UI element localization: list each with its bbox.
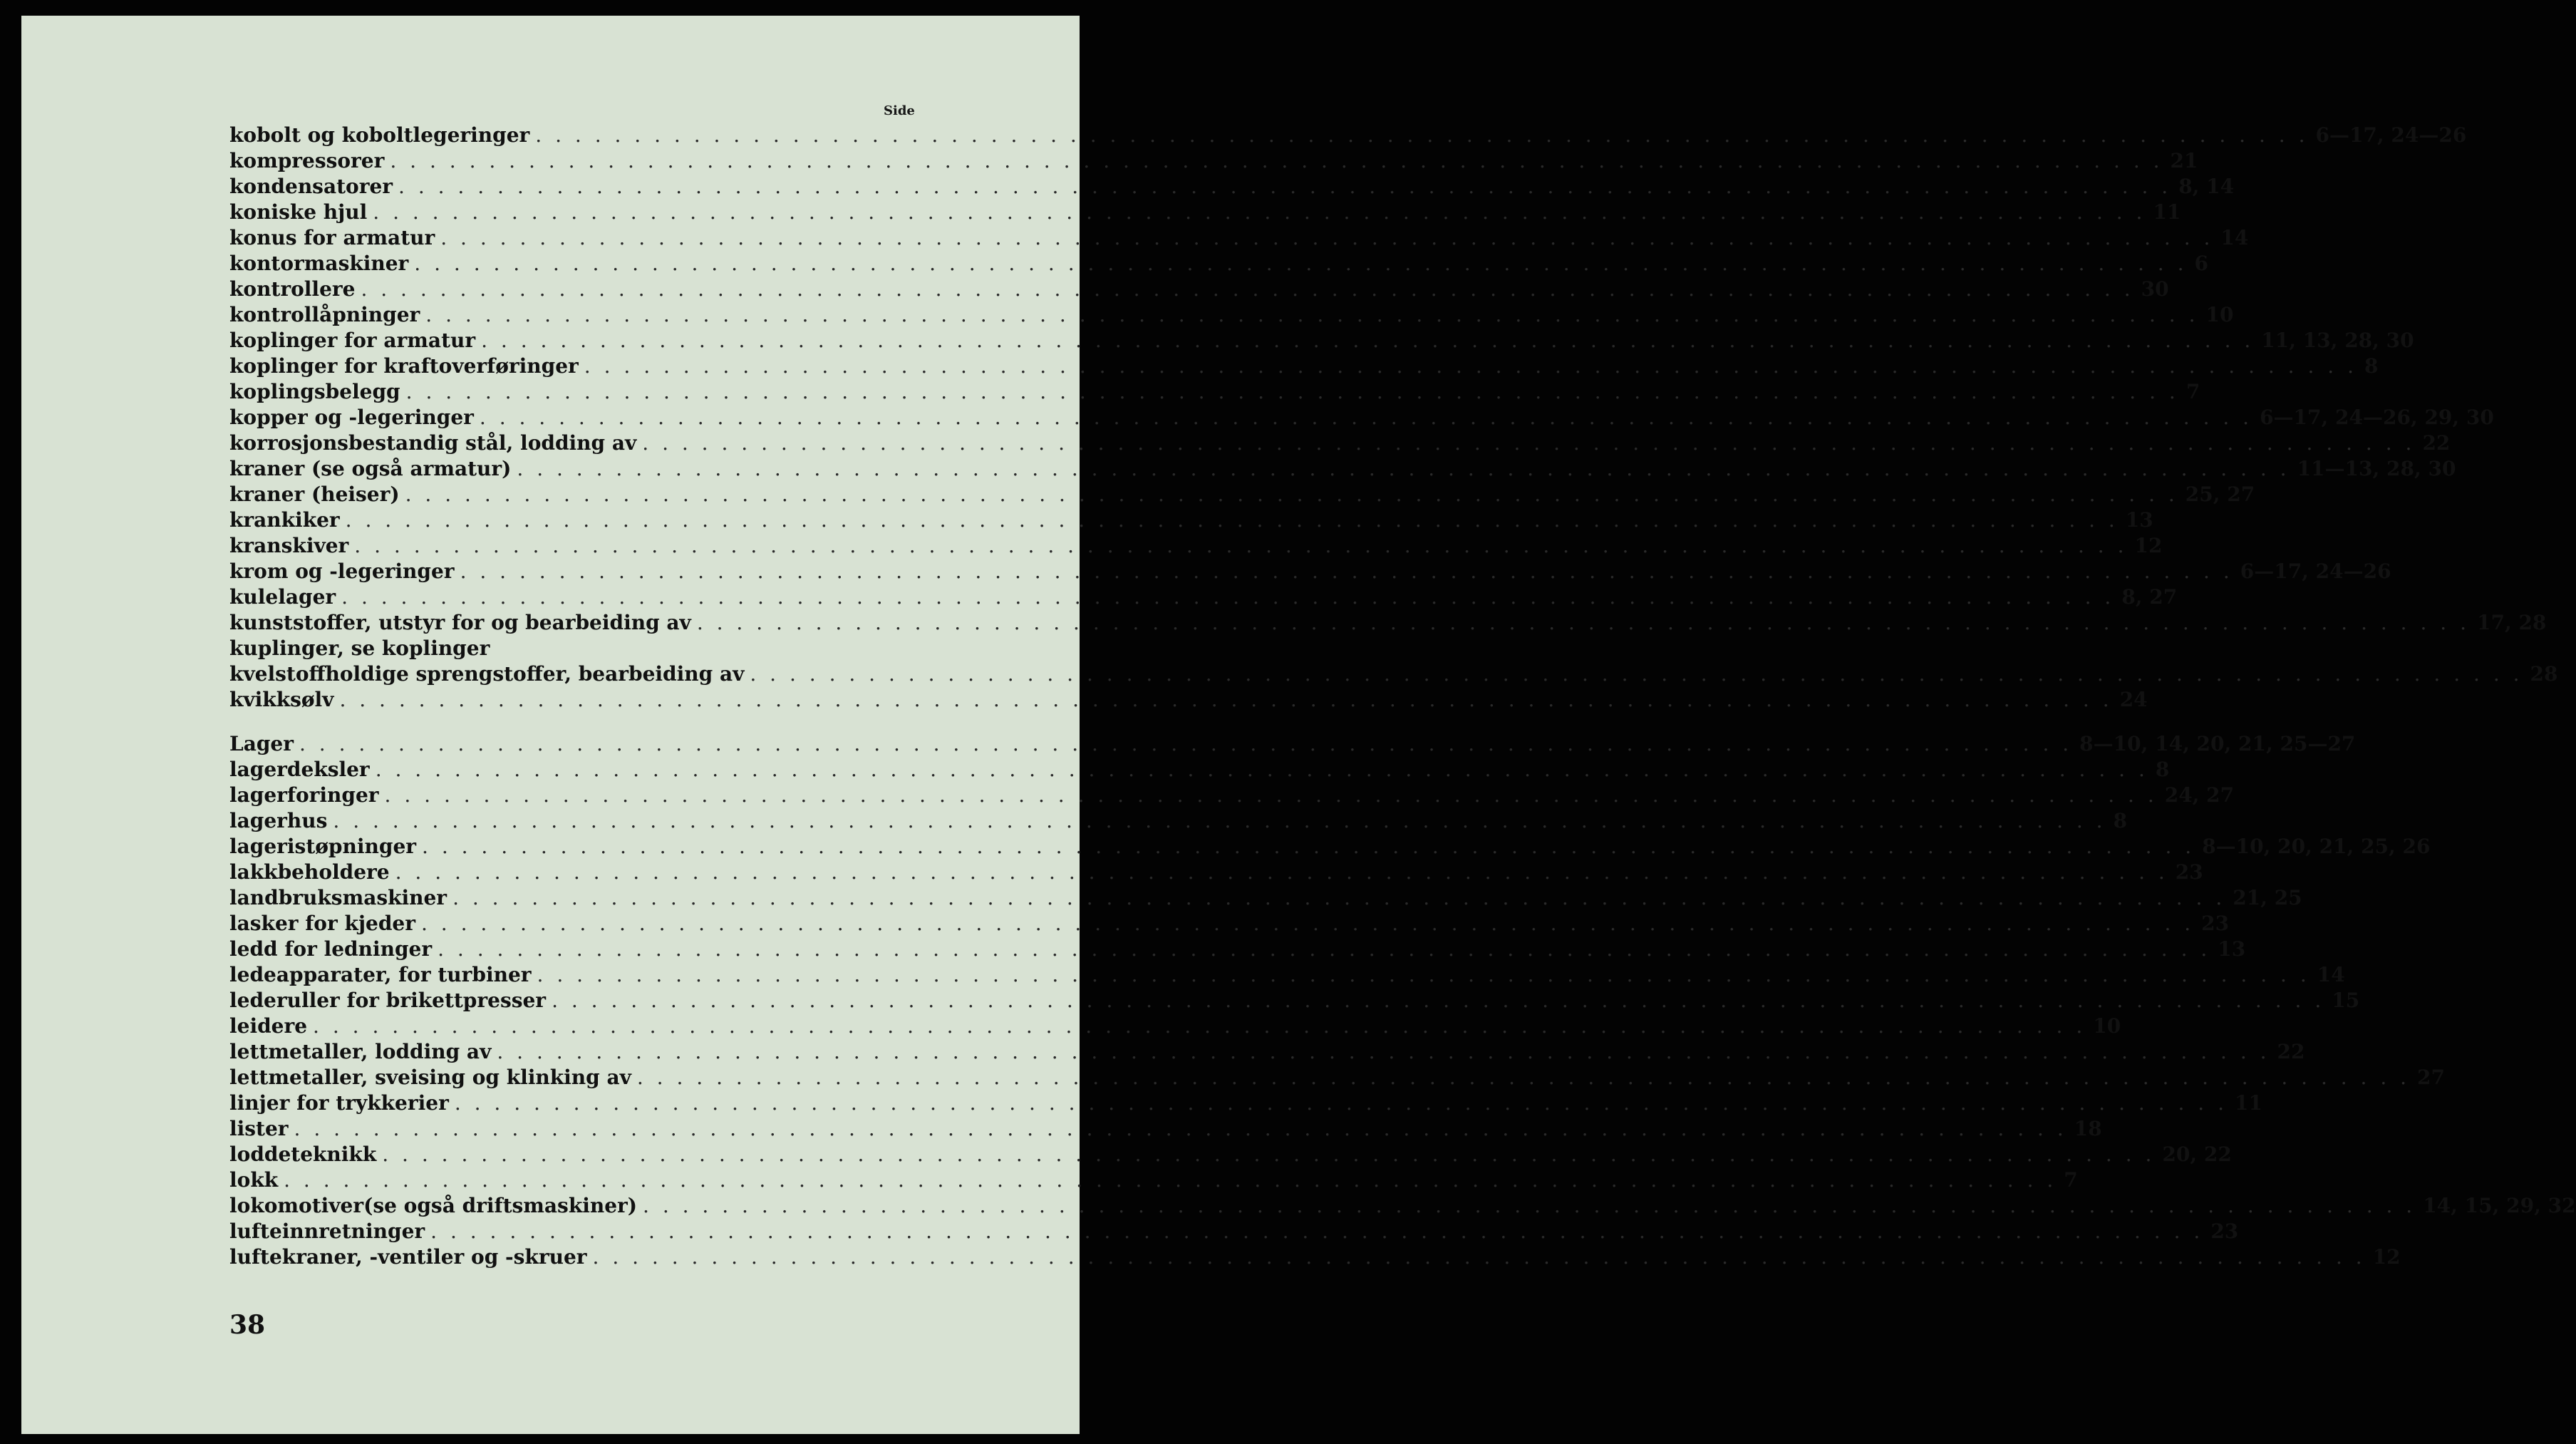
dot-leader: . . . . . . . . . . . . . . . . . . . . . . . . . . . . . . . . . . . . . . . . . . . . . . . . . . . . . . . . . . . . . . . . . . . . . . . . . . . . . . . . . . . . . . . . . . [452, 886, 2226, 909]
entry-pages: 7 [2186, 380, 2200, 403]
index-entry [229, 885, 2302, 911]
index-entry [229, 1116, 2102, 1142]
entry-pages: 12 [2372, 1245, 2401, 1269]
index-entry [229, 405, 2494, 430]
entry-term: lakkbeholdere [229, 860, 390, 884]
dot-leader: . . . . . . . . . . . . . . . . . . . . . . . . . . . . . . . . . . . . . . . . . . . . . . . . . . . . . . . . . . . . . . . . . . . . . . . . . . . . . . . . . . . . . . . . . . [535, 123, 2309, 147]
column-header: Side [884, 103, 915, 118]
dot-leader: . . . . . . . . . . . . . . . . . . . . . . . . . . . . . . . . . . . . . . . . . . . . . . . . . . . . . . . . . . . . . . . . . . . . . . . . . . . . . . . . . . . . . . . . . . [354, 534, 2128, 557]
entry-term: lagerdeksler [229, 758, 370, 781]
dot-leader: . . . . . . . . . . . . . . . . . . . . . . . . . . . . . . . . . . . . . . . . . . . . . . . . . . . . . . . . . . . . . . . . . . . . . . . . . . . . . . . . . . . . . . . . . . [405, 483, 2178, 506]
index-list [229, 123, 2576, 1270]
entry-pages: 23 [2175, 860, 2203, 884]
entry-term: kondensatorer [229, 175, 393, 198]
index-entry [229, 687, 2148, 713]
entry-pages: 25, 27 [2185, 483, 2255, 506]
dot-leader: . . . . . . . . . . . . . . . . . . . . . . . . . . . . . . . . . . . . . . . . . . . . . . . . . . . . . . . . . . . . . . . . . . . . . . . . . . . . . . . . . . . . . . . . . . [425, 303, 2199, 326]
dot-leader: . . . . . . . . . . . . . . . . . . . . . . . . . . . . . . . . . . . . . . . . . . . . . . . . . . . . . . . . . . . . . . . . . . . . . . . . . . . . . . . . . . . . . . . . . . [592, 1245, 2366, 1269]
dot-leader: . . . . . . . . . . . . . . . . . . . . . . . . . . . . . . . . . . . . . . . . . . . . . . . . . . . . . . . . . . . . . . . . . . . . . . . . . . . . . . . . . . . . . . . . . . [497, 1040, 2270, 1063]
entry-term: ledeapparater, for turbiner [229, 963, 532, 986]
entry-term: koplinger for armatur [229, 329, 476, 352]
entry-pages: 27 [2417, 1066, 2446, 1089]
index-entry [229, 661, 2558, 687]
entry-pages: 21, 25 [2233, 886, 2302, 909]
entry-term: lettmetaller, sveising og klinking av [229, 1066, 631, 1089]
entry-term: kraner (heiser) [229, 483, 400, 506]
entry-pages: 8—10, 14, 20, 21, 25—27 [2079, 732, 2356, 755]
index-entry [229, 200, 2181, 225]
dot-leader: . . . . . . . . . . . . . . . . . . . . . . . . . . . . . . . . . . . . . . . . . . . . . . . . . . . . . . . . . . . . . . . . . . . . . . . . . . . . . . . . . . . . . . . . . . [395, 860, 2168, 884]
index-entry [229, 251, 2208, 277]
entry-pages: 11 [2153, 200, 2181, 224]
entry-pages: 18 [2074, 1117, 2102, 1140]
entry-pages: 8 [2113, 809, 2128, 832]
entry-pages: 8 [2364, 354, 2379, 378]
index-entry [229, 988, 2360, 1014]
index-entry [229, 559, 2391, 584]
entry-pages: 7 [2064, 1168, 2078, 1192]
entry-term: lederuller for brikettpresser [229, 989, 547, 1012]
dot-leader: . . . . . . . . . . . . . . . . . . . . . . . . . . . . . . . . . . . . . . . . . . . . . . . . . . . . . . . . . . . . . . . . . . . . . . . . . . . . . . . . . . . . . . . . . . [345, 508, 2119, 532]
dot-leader: . . . . . . . . . . . . . . . . . . . . . . . . . . . . . . . . . . . . . . . . . . . . . . . . . . . . . . . . . . . . . . . . . . . . . . . . . . . . . . . . . . . . . . . . . . [339, 688, 2113, 711]
entry-pages: 8, 27 [2121, 585, 2178, 609]
entry-pages: 6—17, 24—26 [2240, 559, 2391, 583]
entry-pages: 8, 14 [2178, 175, 2235, 198]
dot-leader: . . . . . . . . . . . . . . . . . . . . . . . . . . . . . . . . . . . . . . . . . . . . . . . . . . . . . . . . . . . . . . . . . . . . . . . . . . . . . . . . . . . . . . . . . . [552, 989, 2325, 1012]
dot-leader: . . . . . . . . . . . . . . . . . . . . . . . . . . . . . . . . . . . . . . . . . . . . . . . . . . . . . . . . . . . . . . . . . . . . . . . . . . . . . . . . . . . . . . . . . . [481, 329, 2255, 352]
entry-term: koniske hjul [229, 200, 368, 224]
index-entry [229, 379, 2200, 405]
entry-pages: 6—17, 24—26 [2315, 123, 2467, 147]
index-entry [229, 123, 2467, 148]
index-entry [229, 148, 2198, 174]
entry-pages: 13 [2125, 508, 2153, 532]
entry-term: kranskiver [229, 534, 349, 557]
entry-term: lasker for kjeder [229, 912, 415, 935]
dot-leader: . . . . . . . . . . . . . . . . . . . . . . . . . . . . . . . . . . . . . . . . . . . . . . . . . . . . . . . . . . . . . . . . . . . . . . . . . . . . . . . . . . . . . . . . . . [373, 200, 2146, 224]
entry-term: lettmetaller, lodding av [229, 1040, 492, 1063]
entry-term: koplingsbelegg [229, 380, 400, 403]
dot-leader: . . . . . . . . . . . . . . . . . . . . . . . . . . . . . . . . . . . . . . . . . . . . . . . . . . . . . . . . . . . . . . . . . . . . . . . . . . . . . . . . . . . . . . . . . . [696, 611, 2470, 634]
entry-term: kontrollåpninger [229, 303, 420, 326]
entry-pages: 24 [2119, 688, 2148, 711]
dot-leader: . . . . . . . . . . . . . . . . . . . . . . . . . . . . . . . . . . . . . . . . . . . . . . . . . . . . . . . . . . . . . . . . . . . . . . . . . . . . . . . . . . . . . . . . . . [584, 354, 2357, 378]
entry-term: kontrollere [229, 277, 356, 301]
index-entry [229, 1065, 2446, 1090]
entry-term: lister [229, 1117, 289, 1140]
dot-leader: . . . . . . . . . . . . . . . . . . . . . . . . . . . . . . . . . . . . . . . . . . . . . . . . . . . . . . . . . . . . . . . . . . . . . . . . . . . . . . . . . . . . . . . . . . [390, 149, 2163, 172]
dot-leader: . . . . . . . . . . . . . . . . . . . . . . . . . . . . . . . . . . . . . . . . . . . . . . . . . . . . . . . . . . . . . . . . . . . . . . . . . . . . . . . . . . . . . . . . . . [454, 1091, 2228, 1115]
entry-pages: 8 [2155, 758, 2170, 781]
dot-leader: . . . . . . . . . . . . . . . . . . . . . . . . . . . . . . . . . . . . . . . . . . . . . . . . . . . . . . . . . . . . . . . . . . . . . . . . . . . . . . . . . . . . . . . . . . [361, 277, 2134, 301]
index-entry [229, 636, 914, 661]
dot-leader: . . . . . . . . . . . . . . . . . . . . . . . . . . . . . . . . . . . . . . . . . . . . . . . . . . . . . . . . . . . . . . . . . . . . . . . . . . . . . . . . . . . . . . . . . . [284, 1168, 2057, 1192]
entry-term: kraner (se også armatur) [229, 457, 512, 480]
entry-pages: 14 [2220, 226, 2249, 249]
dot-leader: . . . . . . . . . . . . . . . . . . . . . . . . . . . . . . . . . . . . . . . . . . . . . . . . . . . . . . . . . . . . . . . . . . . . . . . . . . . . . . . . . . . . . . . . . . [642, 431, 2416, 455]
entry-term: konus for armatur [229, 226, 435, 249]
dot-leader: . . . . . . . . . . . . . . . . . . . . . . . . . . . . . . . . . . . . . . . . . . . . . . . . . . . . . . . . . . . . . . . . . . . . . . . . . . . . . . . . . . . . . . . . . . [294, 1117, 2067, 1140]
entry-term: kompressorer [229, 149, 385, 172]
index-entry [229, 225, 2249, 251]
entry-term: korrosjonsbestandig stål, lodding av [229, 431, 637, 455]
entry-term: lufteinnretninger [229, 1219, 425, 1243]
entry-pages: 20, 22 [2162, 1143, 2232, 1166]
index-entry [229, 808, 2128, 834]
entry-term: kontormaskiner [229, 252, 409, 275]
index-entry [229, 354, 2379, 379]
entry-pages: 17, 28 [2476, 611, 2547, 634]
entry-pages: 14 [2317, 963, 2345, 986]
entry-pages: 14, 15, 29, 32 [2423, 1194, 2576, 1217]
dot-leader: . . . . . . . . . . . . . . . . . . . . . . . . . . . . . . . . . . . . . . . . . . . . . . . . . . . . . . . . . . . . . . . . . . . . . . . . . . . . . . . . . . . . . . . . . . [517, 457, 2290, 480]
index-entry [229, 456, 2456, 482]
entry-pages: 8—10, 20, 21, 25, 26 [2202, 835, 2431, 858]
index-entry [229, 911, 2230, 937]
dot-leader: . . . . . . . . . . . . . . . . . . . . . . . . . . . . . . . . . . . . . . . . . . . . . . . . . . . . . . . . . . . . . . . . . . . . . . . . . . . . . . . . . . . . . . . . . . [382, 1143, 2156, 1166]
entry-term: landbruksmaskiner [229, 886, 448, 909]
entry-pages: 23 [2210, 1219, 2239, 1243]
dot-leader: . . . . . . . . . . . . . . . . . . . . . . . . . . . . . . . . . . . . . . . . . . . . . . . . . . . . . . . . . . . . . . . . . . . . . . . . . . . . . . . . . . . . . . . . . . [313, 1014, 2086, 1038]
index-entry [229, 1039, 2305, 1065]
index-entry [229, 430, 2451, 456]
entry-pages: 12 [2134, 534, 2163, 557]
entry-term: lagerforinger [229, 783, 379, 807]
entry-term: lokomotiver(se også driftsmaskiner) [229, 1194, 638, 1217]
entry-term: kulelager [229, 585, 336, 609]
dot-leader: . . . . . . . . . . . . . . . . . . . . . . . . . . . . . . . . . . . . . . . . . . . . . . . . . . . . . . . . . . . . . . . . . . . . . . . . . . . . . . . . . . . . . . . . . . [384, 783, 2158, 807]
entry-term: lageristøpninger [229, 835, 417, 858]
index-entry [229, 1090, 2262, 1116]
dot-leader: . . . . . . . . . . . . . . . . . . . . . . . . . . . . . . . . . . . . . . . . . . . . . . . . . . . . . . . . . . . . . . . . . . . . . . . . . . . . . . . . . . . . . . . . . . [414, 252, 2188, 275]
index-entry [229, 731, 2356, 757]
index-entry [229, 328, 2414, 354]
dot-leader: . . . . . . . . . . . . . . . . . . . . . . . . . . . . . . . . . . . . . . . . . . . . . . . . . . . . . . . . . . . . . . . . . . . . . . . . . . . . . . . . . . . . . . . . . . [405, 380, 2179, 403]
dot-leader: . . . . . . . . . . . . . . . . . . . . . . . . . . . . . . . . . . . . . . . . . . . . . . . . . . . . . . . . . . . . . . . . . . . . . . . . . . . . . . . . . . . . . . . . . . [643, 1194, 2416, 1217]
index-entry [229, 1219, 2239, 1244]
entry-term: krankiker [229, 508, 340, 532]
entry-pages: 10 [2093, 1014, 2121, 1038]
entry-term: lokk [229, 1168, 279, 1192]
index-entry [229, 783, 2235, 808]
entry-pages: 28 [2530, 662, 2558, 686]
index-entry [229, 1244, 2401, 1270]
entry-pages: 13 [2218, 937, 2246, 961]
entry-pages: 23 [2201, 912, 2230, 935]
entry-pages: 10 [2205, 303, 2234, 326]
index-entry [229, 962, 2345, 988]
entry-term: leidere [229, 1014, 308, 1038]
entry-term: ledd for ledninger [229, 937, 433, 961]
dot-leader: . . . . . . . . . . . . . . . . . . . . . . . . . . . . . . . . . . . . . . . . . . . . . . . . . . . . . . . . . . . . . . . . . . . . . . . . . . . . . . . . . . . . . . . . . . [341, 585, 2115, 609]
entry-pages: 11, 13, 28, 30 [2261, 329, 2414, 352]
dot-leader: . . . . . . . . . . . . . . . . . . . . . . . . . . . . . . . . . . . . . . . . . . . . . . . . . . . . . . . . . . . . . . . . . . . . . . . . . . . . . . . . . . . . . . . . . . [440, 226, 2214, 249]
index-entry [229, 277, 2169, 302]
index-entry [229, 937, 2246, 962]
entry-pages: 22 [2277, 1040, 2305, 1063]
index-entry [229, 533, 2163, 559]
entry-pages: 11 [2235, 1091, 2262, 1115]
entry-pages: 6 [2194, 252, 2208, 275]
section-gap [229, 713, 914, 731]
entry-pages: 6—17, 24—26, 29, 30 [2260, 406, 2494, 429]
index-entry [229, 1142, 2232, 1167]
index-entry [229, 860, 2203, 885]
entry-term: koplinger for kraftoverføringer [229, 354, 579, 378]
dot-leader: . . . . . . . . . . . . . . . . . . . . . . . . . . . . . . . . . . . . . . . . . . . . . . . . . . . . . . . . . . . . . . . . . . . . . . . . . . . . . . . . . . . . . . . . . . [299, 732, 2073, 755]
index-entry [229, 482, 2255, 507]
index-entry [229, 610, 2547, 636]
index-entry [229, 507, 2153, 533]
entry-pages: 11—13, 28, 30 [2297, 457, 2456, 480]
index-entry [229, 1014, 2121, 1039]
entry-term: loddeteknikk [229, 1143, 377, 1166]
dot-leader: . . . . . . . . . . . . . . . . . . . . . . . . . . . . . . . . . . . . . . . . . . . . . . . . . . . . . . . . . . . . . . . . . . . . . . . . . . . . . . . . . . . . . . . . . . [460, 559, 2233, 583]
dot-leader: . . . . . . . . . . . . . . . . . . . . . . . . . . . . . . . . . . . . . . . . . . . . . . . . . . . . . . . . . . . . . . . . . . . . . . . . . . . . . . . . . . . . . . . . . . [750, 662, 2523, 686]
entry-term: kobolt og koboltlegeringer [229, 123, 530, 147]
dot-leader: . . . . . . . . . . . . . . . . . . . . . . . . . . . . . . . . . . . . . . . . . . . . . . . . . . . . . . . . . . . . . . . . . . . . . . . . . . . . . . . . . . . . . . . . . . [422, 835, 2195, 858]
dot-leader: . . . . . . . . . . . . . . . . . . . . . . . . . . . . . . . . . . . . . . . . . . . . . . . . . . . . . . . . . . . . . . . . . . . . . . . . . . . . . . . . . . . . . . . . . . [438, 937, 2211, 961]
entry-pages: 15 [2332, 989, 2360, 1012]
index-entry [229, 834, 2431, 860]
entry-term: kopper og -legeringer [229, 406, 474, 429]
dot-leader: . . . . . . . . . . . . . . . . . . . . . . . . . . . . . . . . . . . . . . . . . . . . . . . . . . . . . . . . . . . . . . . . . . . . . . . . . . . . . . . . . . . . . . . . . . [333, 809, 2106, 832]
entry-term: lagerhus [229, 809, 328, 832]
entry-term: linjer for trykkerier [229, 1091, 449, 1115]
index-entry [229, 174, 2235, 200]
dot-leader: . . . . . . . . . . . . . . . . . . . . . . . . . . . . . . . . . . . . . . . . . . . . . . . . . . . . . . . . . . . . . . . . . . . . . . . . . . . . . . . . . . . . . . . . . . [420, 912, 2195, 935]
entry-term: krom og -legeringer [229, 559, 455, 583]
dot-leader: . . . . . . . . . . . . . . . . . . . . . . . . . . . . . . . . . . . . . . . . . . . . . . . . . . . . . . . . . . . . . . . . . . . . . . . . . . . . . . . . . . . . . . . . . . [537, 963, 2310, 986]
entry-pages: 21 [2170, 149, 2198, 172]
index-entry [229, 1167, 2078, 1193]
entry-term: Lager [229, 732, 294, 755]
index-entry [229, 1193, 2576, 1219]
index-entry [229, 584, 2178, 610]
dot-leader: . . . . . . . . . . . . . . . . . . . . . . . . . . . . . . . . . . . . . . . . . . . . . . . . . . . . . . . . . . . . . . . . . . . . . . . . . . . . . . . . . . . . . . . . . . [430, 1219, 2204, 1243]
dot-leader: . . . . . . . . . . . . . . . . . . . . . . . . . . . . . . . . . . . . . . . . . . . . . . . . . . . . . . . . . . . . . . . . . . . . . . . . . . . . . . . . . . . . . . . . . . [375, 758, 2148, 781]
page-number: 38 [229, 1310, 266, 1340]
entry-term: kvikksølv [229, 688, 334, 711]
entry-pages: 22 [2422, 431, 2451, 455]
entry-pages: 24, 27 [2164, 783, 2235, 807]
dot-leader: . . . . . . . . . . . . . . . . . . . . . . . . . . . . . . . . . . . . . . . . . . . . . . . . . . . . . . . . . . . . . . . . . . . . . . . . . . . . . . . . . . . . . . . . . . [398, 175, 2172, 198]
entry-pages: 30 [2141, 277, 2169, 301]
dot-leader: . . . . . . . . . . . . . . . . . . . . . . . . . . . . . . . . . . . . . . . . . . . . . . . . . . . . . . . . . . . . . . . . . . . . . . . . . . . . . . . . . . . . . . . . . . [636, 1066, 2411, 1089]
entry-term: luftekraner, -ventiler og -skruer [229, 1245, 587, 1269]
dot-leader: . . . . . . . . . . . . . . . . . . . . . . . . . . . . . . . . . . . . . . . . . . . . . . . . . . . . . . . . . . . . . . . . . . . . . . . . . . . . . . . . . . . . . . . . . . [479, 406, 2253, 429]
entry-term: kvelstoffholdige sprengstoffer, bearbeiding av [229, 662, 745, 686]
entry-term: kuplinger, se koplinger [229, 636, 490, 660]
index-entry [229, 757, 2170, 783]
index-entry [229, 302, 2234, 328]
entry-term: kunststoffer, utstyr for og bearbeiding av [229, 611, 691, 634]
